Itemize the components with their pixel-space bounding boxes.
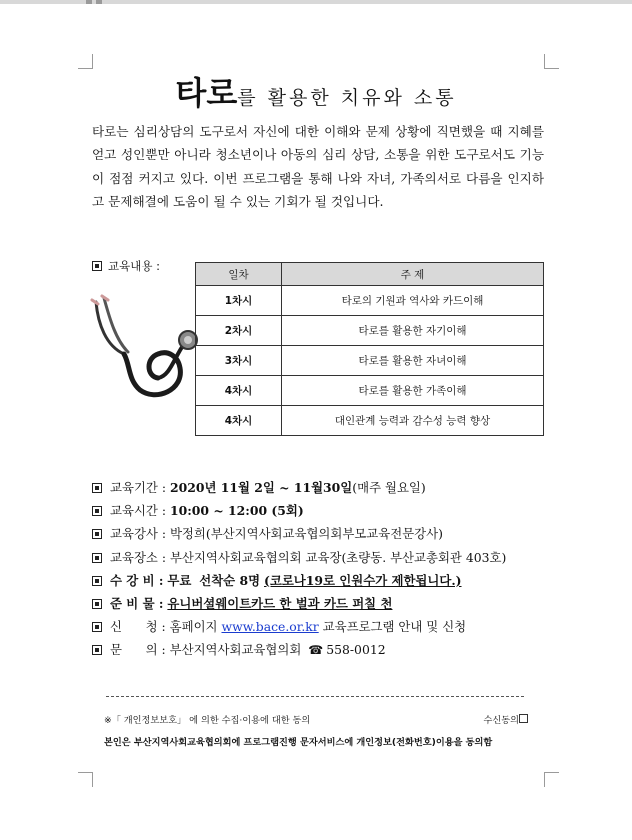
consent-heading xyxy=(104,712,528,726)
fee-label: 수 강 비 : xyxy=(110,572,164,588)
intro-paragraph: 타로는 심리상담의 도구로서 자신에 대한 이해와 문제 상황에 직면했을 때 지혜를 얻고 성인뿐만 아니라 청소년이나 아동의 심리 상담, 소통을 위한 도구로서도 기능이 점점 커지고 있다. 이번 프로그램을 통해 나와 자녀, 가족의서로 다름을 인지하고 문제해결에 도움이 될 수 있는 기회가 될 것입니다. xyxy=(92,124,544,209)
contact-value: 부산지역사회교육협의회 xyxy=(169,642,302,658)
info-instructor xyxy=(92,522,552,545)
section-label xyxy=(92,258,160,274)
table-header-row xyxy=(196,263,544,286)
session-cell: 4차시 xyxy=(196,376,282,406)
info-list xyxy=(92,476,552,663)
checkbox-icon xyxy=(92,576,102,586)
time-value: 10:00 ~ 12:00 (5회) xyxy=(169,503,304,519)
info-contact xyxy=(92,638,552,662)
topic-cell: 타로를 활용한 가족이해 xyxy=(282,376,544,406)
table-row xyxy=(196,286,544,316)
info-period xyxy=(92,476,552,499)
fee-first: 선착순 8명 xyxy=(199,572,261,588)
checkbox-icon xyxy=(92,506,102,516)
header-session: 일차 xyxy=(196,263,282,286)
table-row xyxy=(196,346,544,376)
fee-note: (코로나19로 인원수가 제한됩니다.) xyxy=(264,572,462,588)
apply-label: 신 청 : xyxy=(110,619,166,635)
info-apply xyxy=(92,615,552,638)
crop-mark xyxy=(544,772,559,787)
instructor-label: 교육강사 : xyxy=(110,526,166,542)
edge-marker xyxy=(86,0,92,4)
checkbox-icon xyxy=(92,483,102,493)
homepage-link[interactable]: www.bace.or.kr xyxy=(221,619,319,635)
topic-cell: 타로의 기원과 역사와 카드이해 xyxy=(282,286,544,316)
receive-consent xyxy=(483,712,528,726)
title-rest: 를 활용한 치유와 소통 xyxy=(237,87,457,109)
info-fee xyxy=(92,569,552,592)
session-cell: 1차시 xyxy=(196,286,282,316)
period-label: 교육기간 : xyxy=(110,480,166,495)
place-label: 교육장소 : xyxy=(110,549,166,565)
session-cell: 3차시 xyxy=(196,346,282,376)
stethoscope-icon xyxy=(84,294,202,398)
period-note: (매주 월요일) xyxy=(352,480,426,495)
contact-label: 문 의 : xyxy=(110,642,166,658)
topic-cell: 타로를 활용한 자녀이해 xyxy=(282,346,544,376)
prep-value: 유니버셜웨이트카드 한 벌과 카드 퍼칠 천 xyxy=(167,596,393,612)
consent-checkbox[interactable] xyxy=(519,714,528,723)
info-place xyxy=(92,546,552,569)
checkbox-icon xyxy=(92,645,102,655)
topic-cell: 타로를 활용한 자기이해 xyxy=(282,316,544,346)
info-prep xyxy=(92,592,552,615)
apply-prefix: 홈페이지 xyxy=(169,619,218,635)
table-row xyxy=(196,406,544,436)
consent-statement: 본인은 부산지역사회교육협의회에 프로그램진행 문자서비스에 개인정보(전화번호)이용을 동의함 xyxy=(104,737,493,748)
topic-cell: 대인관계 능력과 감수성 능력 향상 xyxy=(282,406,544,436)
fee-value: 무료 xyxy=(167,572,192,588)
crop-mark xyxy=(544,54,559,69)
info-time xyxy=(92,499,552,522)
session-cell: 4차시 xyxy=(196,406,282,436)
receive-label: 수신동의 xyxy=(483,715,519,726)
edge-marker xyxy=(96,0,102,4)
table-row xyxy=(196,316,544,346)
checkbox-icon xyxy=(92,261,102,271)
header-topic: 주 제 xyxy=(282,263,544,286)
divider xyxy=(106,696,524,697)
table-row xyxy=(196,376,544,406)
title-emphasis: 타로 xyxy=(175,74,238,112)
prep-label: 준 비 물 : xyxy=(110,596,164,612)
session-cell: 2차시 xyxy=(196,316,282,346)
crop-mark xyxy=(78,772,93,787)
instructor-value: 박정희(부산지역사회교육협의회부모교육전문강사) xyxy=(169,526,443,542)
crop-mark xyxy=(78,54,93,69)
apply-suffix: 교육프로그램 안내 및 신청 xyxy=(322,619,467,635)
period-value: 2020년 11월 2일 ~ 11월30일 xyxy=(169,480,353,495)
schedule-table xyxy=(195,262,544,436)
page-title xyxy=(0,68,632,114)
contact-phone: 558-0012 xyxy=(326,642,386,658)
top-edge xyxy=(0,0,632,4)
time-label: 교육시간 : xyxy=(110,503,166,519)
checkbox-icon xyxy=(92,599,102,609)
section-label-text: 교육내용 : xyxy=(108,259,160,273)
checkbox-icon xyxy=(92,553,102,563)
checkbox-icon xyxy=(92,529,102,539)
phone-icon: ☎ xyxy=(308,643,324,658)
consent-title: ※「 개인정보보호」 에 의한 수집·이용에 대한 동의 xyxy=(104,715,311,726)
checkbox-icon xyxy=(92,622,102,632)
place-value: 부산지역사회교육협의회 교육장(초량동. 부산교총회관 403호) xyxy=(169,549,507,565)
